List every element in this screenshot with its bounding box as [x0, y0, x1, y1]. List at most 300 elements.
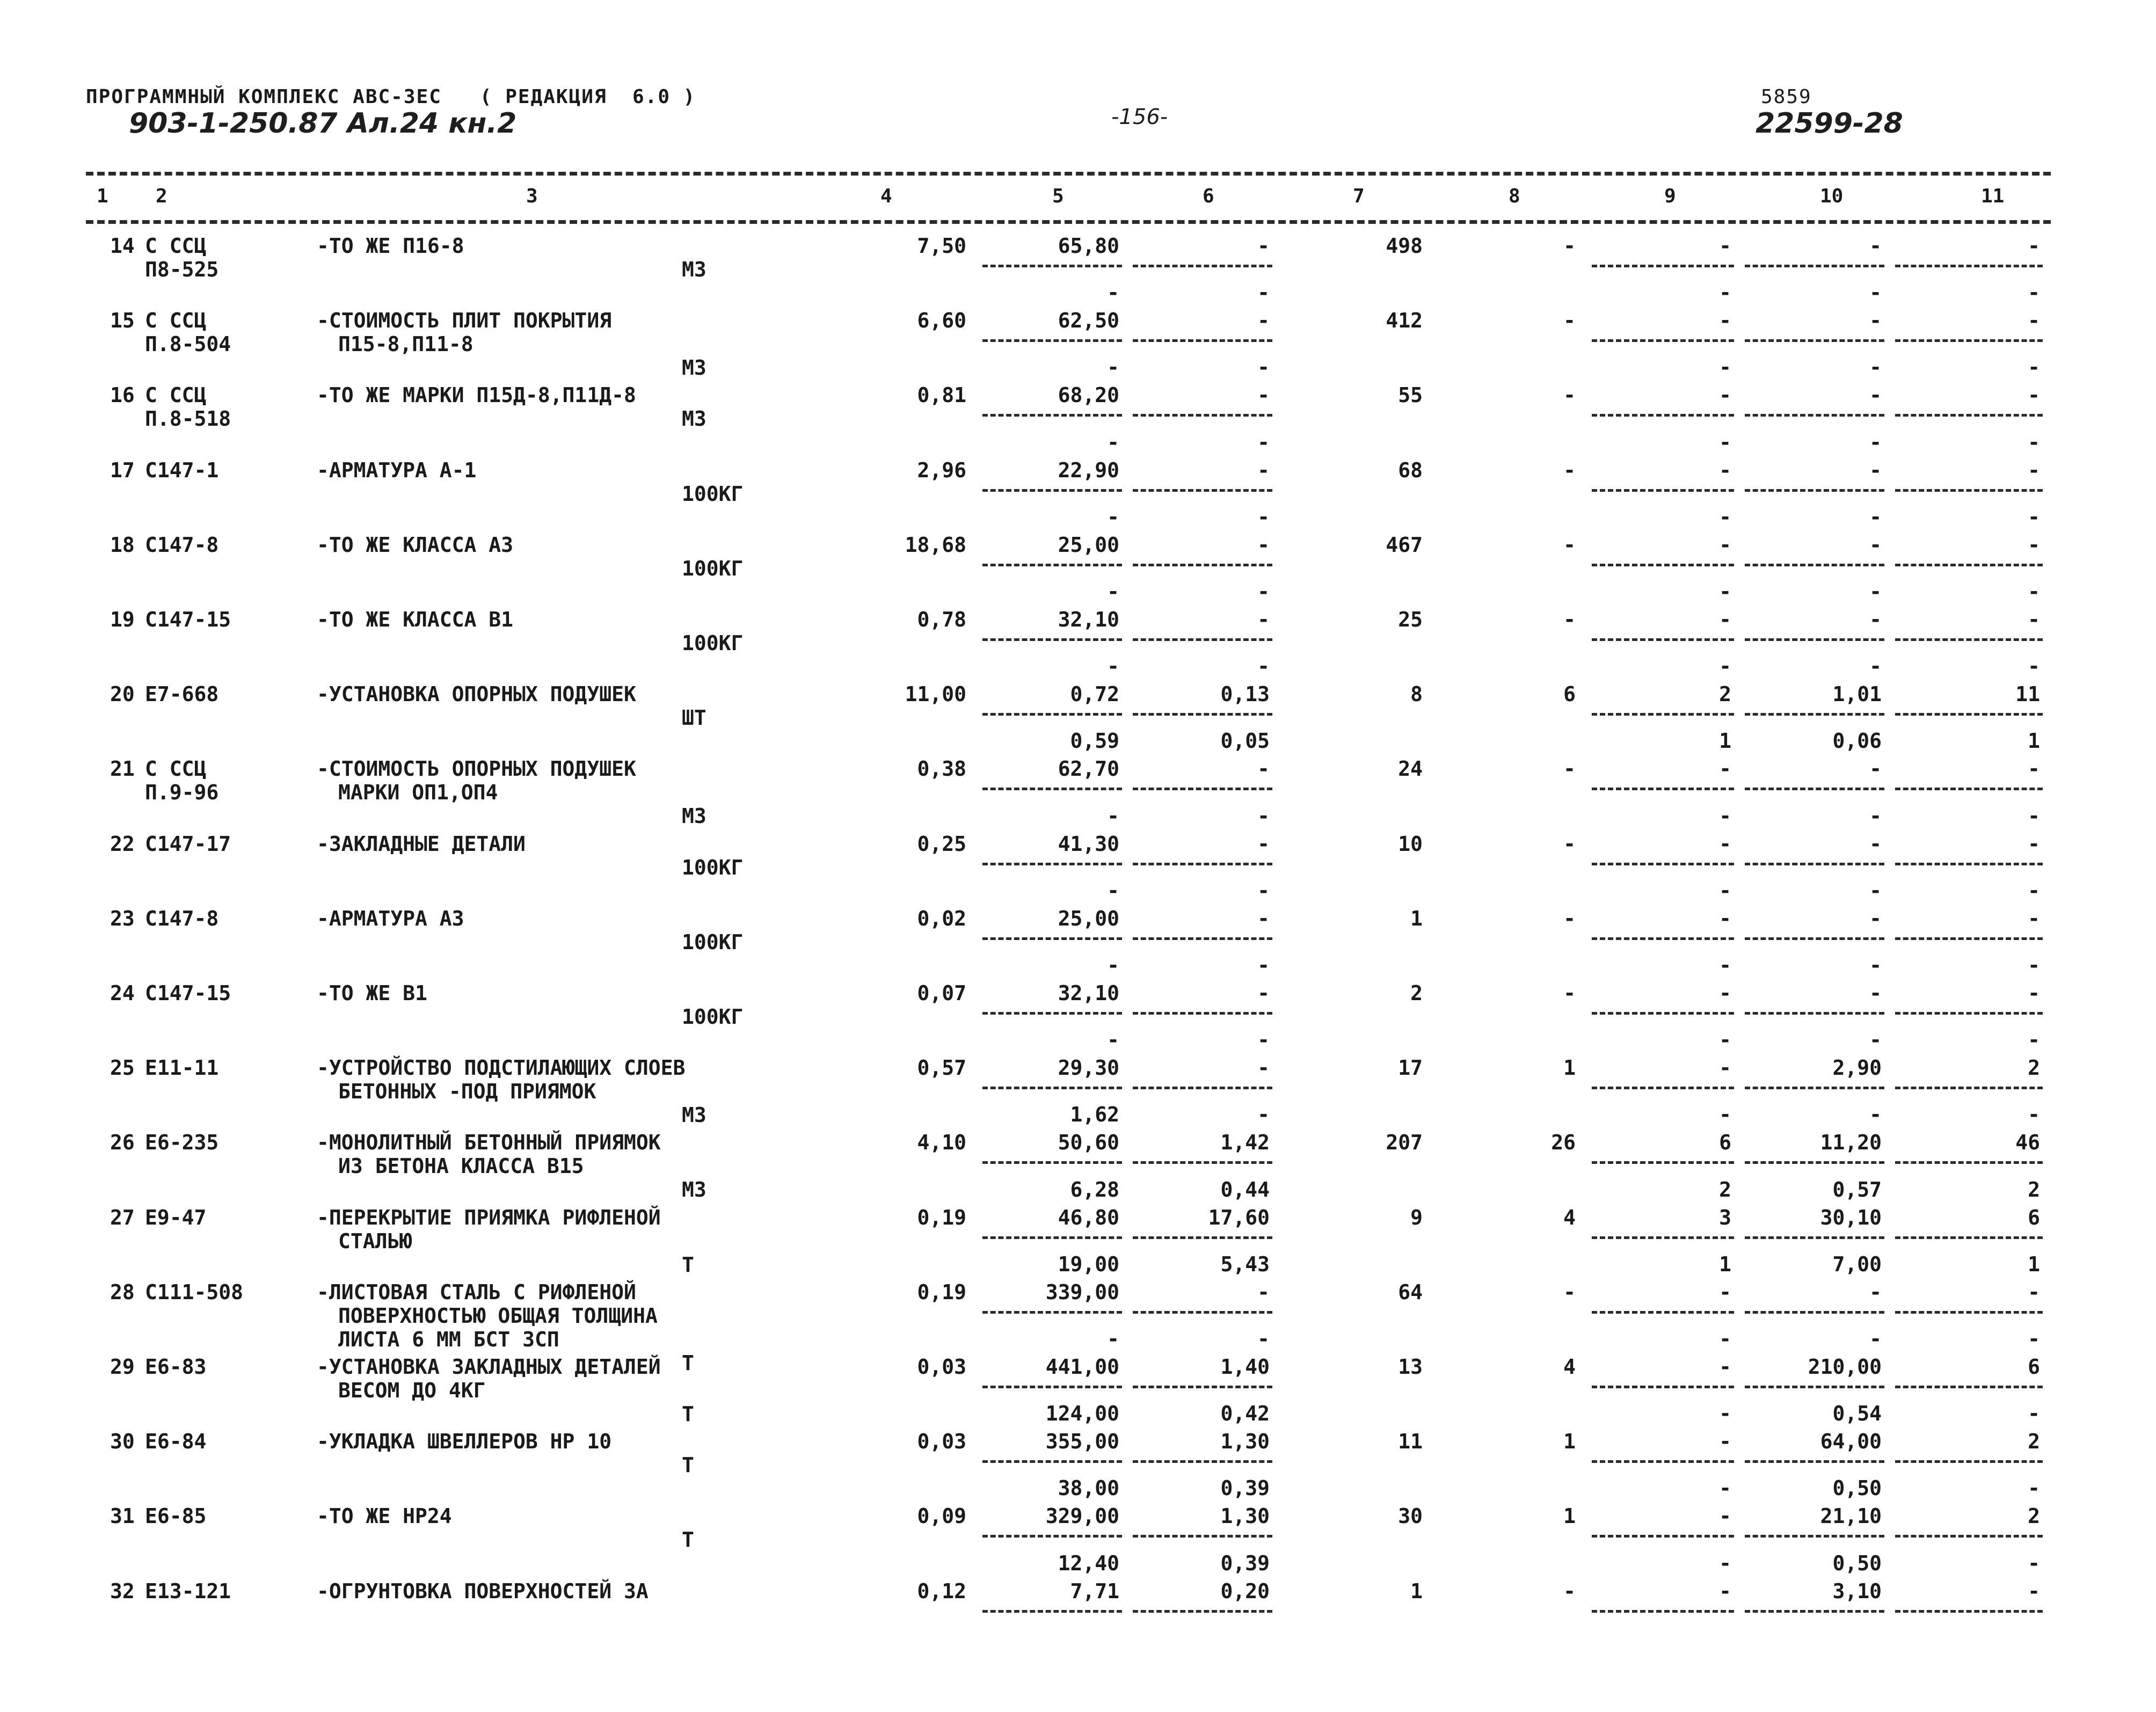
- cell-separator: [1745, 1236, 1884, 1239]
- cell-separator: [982, 1161, 1122, 1164]
- work-description: -ОГРУНТОВКА ПОВЕРХНОСТЕЙ ЗА: [317, 1579, 649, 1603]
- table-row: [0, 431, 2156, 533]
- unit-price: 50,60: [1058, 1131, 1119, 1154]
- col10-value: 21,10: [1820, 1504, 1882, 1528]
- cell-separator: [1745, 1161, 1884, 1164]
- secondary-price: 124,00: [1045, 1402, 1119, 1425]
- secondary-price: 6,28: [1070, 1178, 1119, 1201]
- cell-separator: [1133, 1161, 1272, 1164]
- secondary-col11: -: [2028, 1402, 2040, 1425]
- secondary-value: 5,43: [1220, 1252, 1270, 1276]
- rate-code: С147-1: [145, 458, 219, 482]
- total-cost: 8: [1410, 682, 1423, 706]
- cell-separator: [982, 788, 1122, 790]
- col11-value: -: [2028, 1280, 2040, 1304]
- secondary-col11: -: [2028, 1551, 2040, 1575]
- col9-value: -: [1719, 383, 1731, 407]
- cell-separator: [982, 1610, 1122, 1613]
- col11-value: -: [2028, 907, 2040, 930]
- secondary-col9: -: [1719, 1103, 1731, 1126]
- work-description: -СТОИМОСТЬ ПЛИТ ПОКРЫТИЯ: [317, 309, 612, 332]
- col10-value: 210,00: [1808, 1355, 1882, 1379]
- quantity: 0,57: [917, 1056, 966, 1080]
- cell-separator: [1133, 1012, 1272, 1015]
- wage-value: 17,60: [1208, 1206, 1270, 1229]
- header-rule-bottom: [86, 220, 2051, 224]
- cell-separator: [982, 339, 1122, 342]
- secondary-col11: -: [2028, 953, 2040, 977]
- quantity: 0,78: [917, 608, 966, 631]
- cell-separator: [982, 1012, 1122, 1015]
- col11-value: -: [2028, 533, 2040, 557]
- total-cost: 1: [1410, 907, 1423, 930]
- secondary-col9: -: [1719, 879, 1731, 902]
- col11-value: 6: [2028, 1206, 2040, 1229]
- secondary-col10: 0,50: [1832, 1551, 1882, 1575]
- rate-code: С ССЦ: [145, 309, 207, 332]
- secondary-price: 1,62: [1070, 1103, 1119, 1126]
- rate-code: С111-508: [145, 1280, 244, 1304]
- cell-separator: [1592, 1087, 1734, 1089]
- col9-value: 2: [1719, 682, 1731, 706]
- quantity: 11,00: [905, 682, 966, 706]
- cell-separator: [1895, 1161, 2043, 1164]
- row-number: 28: [110, 1280, 135, 1304]
- col8-value: -: [1563, 981, 1576, 1005]
- work-description: -УСТАНОВКА ОПОРНЫХ ПОДУШЕК: [317, 682, 636, 706]
- col8-value: 6: [1563, 682, 1576, 706]
- col9-value: -: [1719, 907, 1731, 930]
- col11-value: 2: [2028, 1056, 2040, 1080]
- col8-value: 1: [1563, 1504, 1576, 1528]
- secondary-price: -: [1107, 879, 1119, 902]
- secondary-col9: -: [1719, 654, 1731, 678]
- cell-separator: [982, 1386, 1122, 1388]
- secondary-value: -: [1257, 281, 1270, 304]
- work-description-line2: ИЗ БЕТОНА КЛАССА В15: [338, 1154, 584, 1178]
- cell-separator: [1133, 713, 1272, 716]
- cell-separator: [1133, 1535, 1272, 1538]
- col9-value: -: [1719, 458, 1731, 482]
- col8-value: -: [1563, 1579, 1576, 1603]
- rate-code: С147-15: [145, 608, 231, 631]
- cell-separator: [1592, 489, 1734, 492]
- unit: 100КГ: [682, 856, 744, 879]
- rate-code: С147-17: [145, 832, 231, 856]
- unit: Т: [682, 1402, 694, 1426]
- secondary-col9: -: [1719, 505, 1731, 529]
- cell-separator: [1133, 788, 1272, 790]
- cell-separator: [1745, 489, 1884, 492]
- secondary-col10: 0,57: [1832, 1178, 1882, 1201]
- secondary-price: -: [1107, 1327, 1119, 1351]
- cell-separator: [1745, 414, 1884, 417]
- unit: 100КГ: [682, 1005, 744, 1029]
- cell-separator: [1895, 1386, 2043, 1388]
- unit-price: 0,72: [1070, 682, 1119, 706]
- secondary-col11: 1: [2028, 729, 2040, 753]
- secondary-col11: -: [2028, 281, 2040, 304]
- cell-separator: [1133, 863, 1272, 865]
- cell-separator: [982, 863, 1122, 865]
- table-row: [0, 1551, 2156, 1653]
- secondary-value: -: [1257, 431, 1270, 454]
- secondary-col10: -: [1869, 1028, 1882, 1052]
- cell-separator: [1592, 414, 1734, 417]
- unit: 100КГ: [682, 930, 744, 954]
- wage-value: 1,42: [1220, 1131, 1270, 1154]
- total-cost: 2: [1410, 981, 1423, 1005]
- unit: М3: [682, 804, 706, 828]
- secondary-price: -: [1107, 505, 1119, 529]
- col11-value: 2: [2028, 1504, 2040, 1528]
- secondary-price: -: [1107, 953, 1119, 977]
- rate-code: С147-15: [145, 981, 231, 1005]
- quantity: 0,03: [917, 1430, 966, 1453]
- cell-separator: [1745, 713, 1884, 716]
- cell-separator: [1133, 564, 1272, 566]
- cell-separator: [1745, 638, 1884, 641]
- rate-code: Е6-235: [145, 1131, 219, 1154]
- unit-price: 68,20: [1058, 383, 1119, 407]
- rate-code: С ССЦ: [145, 234, 207, 258]
- work-description: -ПЕРЕКРЫТИЕ ПРИЯМКА РИФЛЕНОЙ: [317, 1206, 661, 1229]
- secondary-col11: -: [2028, 879, 2040, 902]
- secondary-col9: 1: [1719, 729, 1731, 753]
- col10-value: 64,00: [1820, 1430, 1882, 1453]
- table-row: [0, 355, 2156, 457]
- secondary-col10: -: [1869, 505, 1882, 529]
- work-description: -ТО ЖЕ КЛАССА В1: [317, 608, 514, 631]
- secondary-value: 0,44: [1220, 1178, 1270, 1201]
- col9-value: -: [1719, 832, 1731, 856]
- secondary-col9: -: [1719, 355, 1731, 379]
- row-number: 14: [110, 234, 135, 258]
- col10-value: -: [1869, 981, 1882, 1005]
- unit-price: 441,00: [1045, 1355, 1119, 1379]
- column-number: 9: [1664, 185, 1676, 207]
- secondary-col9: -: [1719, 281, 1731, 304]
- rate-code: Е6-83: [145, 1355, 207, 1379]
- col8-value: 1: [1563, 1430, 1576, 1453]
- secondary-col11: -: [2028, 804, 2040, 828]
- secondary-value: -: [1257, 953, 1270, 977]
- total-cost: 498: [1386, 234, 1423, 258]
- cell-separator: [1592, 1460, 1734, 1463]
- cell-separator: [1592, 339, 1734, 342]
- secondary-col10: -: [1869, 1327, 1882, 1351]
- unit-price: 329,00: [1045, 1504, 1119, 1528]
- cell-separator: [1592, 1386, 1734, 1388]
- col10-value: -: [1869, 608, 1882, 631]
- cell-separator: [1895, 414, 2043, 417]
- cell-separator: [1895, 1087, 2043, 1089]
- secondary-col10: 7,00: [1832, 1252, 1882, 1276]
- cell-separator: [1133, 265, 1272, 267]
- wage-value: -: [1257, 458, 1270, 482]
- wage-value: 1,30: [1220, 1504, 1270, 1528]
- row-number: 18: [110, 533, 135, 557]
- col9-value: -: [1719, 533, 1731, 557]
- rate-code-line2: П8-525: [145, 258, 219, 281]
- unit: ШТ: [682, 706, 706, 730]
- quantity: 0,38: [917, 757, 966, 781]
- col11-value: 2: [2028, 1430, 2040, 1453]
- table-row: [0, 729, 2156, 831]
- column-number: 11: [1981, 185, 2005, 207]
- rate-code-line2: П.8-518: [145, 407, 231, 431]
- total-cost: 68: [1398, 458, 1423, 482]
- secondary-col11: -: [2028, 1028, 2040, 1052]
- cell-separator: [1592, 1012, 1734, 1015]
- col10-value: 30,10: [1820, 1206, 1882, 1229]
- col10-value: -: [1869, 757, 1882, 781]
- cell-separator: [982, 1087, 1122, 1089]
- work-description: -МОНОЛИТНЫЙ БЕТОННЫЙ ПРИЯМОК: [317, 1131, 661, 1154]
- secondary-col10: -: [1869, 654, 1882, 678]
- cell-separator: [982, 638, 1122, 641]
- secondary-col9: -: [1719, 431, 1731, 454]
- row-number: 30: [110, 1430, 135, 1453]
- secondary-value: 0,39: [1220, 1476, 1270, 1500]
- cell-separator: [982, 1535, 1122, 1538]
- cell-separator: [1133, 1460, 1272, 1463]
- col11-value: -: [2028, 234, 2040, 258]
- work-description: -ТО ЖЕ НР24: [317, 1504, 452, 1528]
- cell-separator: [982, 937, 1122, 940]
- secondary-col11: -: [2028, 355, 2040, 379]
- total-cost: 25: [1398, 608, 1423, 631]
- col11-value: -: [2028, 1579, 2040, 1603]
- rate-code-line2: П.8-504: [145, 332, 231, 356]
- quantity: 6,60: [917, 309, 966, 332]
- secondary-price: -: [1107, 431, 1119, 454]
- cell-separator: [1745, 1535, 1884, 1538]
- secondary-value: -: [1257, 1103, 1270, 1126]
- wage-value: 0,20: [1220, 1579, 1270, 1603]
- cell-separator: [1745, 564, 1884, 566]
- wage-value: -: [1257, 907, 1270, 930]
- table-row: [0, 505, 2156, 607]
- row-number: 20: [110, 682, 135, 706]
- secondary-col11: -: [2028, 505, 2040, 529]
- col9-value: 6: [1719, 1131, 1731, 1154]
- quantity: 4,10: [917, 1131, 966, 1154]
- quantity: 7,50: [917, 234, 966, 258]
- cell-separator: [1745, 937, 1884, 940]
- cell-separator: [1592, 1535, 1734, 1538]
- table-row: [0, 879, 2156, 981]
- secondary-value: -: [1257, 1028, 1270, 1052]
- secondary-price: -: [1107, 654, 1119, 678]
- secondary-col9: 2: [1719, 1178, 1731, 1201]
- unit-price: 62,70: [1058, 757, 1119, 781]
- column-number: 3: [526, 185, 538, 207]
- cell-separator: [1133, 414, 1272, 417]
- col10-value: 11,20: [1820, 1131, 1882, 1154]
- work-description-line2: МАРКИ ОП1,ОП4: [338, 781, 498, 804]
- col8-value: -: [1563, 757, 1576, 781]
- row-number: 24: [110, 981, 135, 1005]
- unit-price: 25,00: [1058, 533, 1119, 557]
- total-cost: 467: [1386, 533, 1423, 557]
- quantity: 2,96: [917, 458, 966, 482]
- col11-value: -: [2028, 309, 2040, 332]
- column-number: 1: [97, 185, 108, 207]
- work-description: -ТО ЖЕ МАРКИ П15Д-8,П11Д-8: [317, 383, 636, 407]
- unit: М3: [682, 1178, 706, 1201]
- cell-separator: [982, 564, 1122, 566]
- header-rule-top: [86, 172, 2051, 176]
- secondary-col11: 1: [2028, 1252, 2040, 1276]
- col10-value: -: [1869, 907, 1882, 930]
- secondary-col11: -: [2028, 1476, 2040, 1500]
- secondary-col10: -: [1869, 281, 1882, 304]
- work-description: -УСТАНОВКА ЗАКЛАДНЫХ ДЕТАЛЕЙ: [317, 1355, 661, 1379]
- col8-value: -: [1563, 383, 1576, 407]
- cell-separator: [1895, 1460, 2043, 1463]
- rate-code: Е11-11: [145, 1056, 219, 1080]
- unit: М3: [682, 258, 706, 281]
- cell-separator: [1895, 1012, 2043, 1015]
- unit: М3: [682, 407, 706, 431]
- col8-value: -: [1563, 234, 1576, 258]
- unit: Т: [682, 1253, 694, 1277]
- secondary-value: -: [1257, 1327, 1270, 1351]
- col10-value: 2,90: [1832, 1056, 1882, 1080]
- unit-price: 339,00: [1045, 1280, 1119, 1304]
- work-description: -УСТРОЙСТВО ПОДСТИЛАЮЩИХ СЛОЕВ: [317, 1056, 686, 1080]
- cell-separator: [982, 265, 1122, 267]
- cell-separator: [1895, 564, 2043, 566]
- cell-separator: [1895, 713, 2043, 716]
- column-number: 6: [1203, 185, 1214, 207]
- wage-value: -: [1257, 533, 1270, 557]
- quantity: 0,09: [917, 1504, 966, 1528]
- secondary-value: -: [1257, 355, 1270, 379]
- quantity: 0,02: [917, 907, 966, 930]
- rate-code: С147-8: [145, 533, 219, 557]
- table-row: [0, 234, 2156, 308]
- cell-separator: [1745, 788, 1884, 790]
- secondary-col11: 2: [2028, 1178, 2040, 1201]
- cell-separator: [982, 414, 1122, 417]
- secondary-col11: -: [2028, 654, 2040, 678]
- cell-separator: [1745, 1087, 1884, 1089]
- total-cost: 24: [1398, 757, 1423, 781]
- row-number: 22: [110, 832, 135, 856]
- work-description: -ЗАКЛАДНЫЕ ДЕТАЛИ: [317, 832, 526, 856]
- col11-value: -: [2028, 458, 2040, 482]
- secondary-col9: -: [1719, 1028, 1731, 1052]
- cell-separator: [1133, 638, 1272, 641]
- secondary-price: 12,40: [1058, 1551, 1119, 1575]
- col9-value: -: [1719, 1504, 1731, 1528]
- rate-code: Е13-121: [145, 1579, 231, 1603]
- document-reference: 903-1-250.87 Ал.24 кн.2: [129, 107, 517, 140]
- col11-value: -: [2028, 832, 2040, 856]
- secondary-col10: 0,54: [1832, 1402, 1882, 1425]
- cell-separator: [1745, 1012, 1884, 1015]
- work-description: -ЛИСТОВАЯ СТАЛЬ С РИФЛЕНОЙ: [317, 1280, 636, 1304]
- cell-separator: [1133, 1610, 1272, 1613]
- row-number: 15: [110, 309, 135, 332]
- secondary-col10: -: [1869, 355, 1882, 379]
- secondary-value: -: [1257, 654, 1270, 678]
- rate-code: Е6-85: [145, 1504, 207, 1528]
- secondary-col9: -: [1719, 1551, 1731, 1575]
- secondary-col10: -: [1869, 431, 1882, 454]
- column-number: 5: [1052, 185, 1064, 207]
- cell-separator: [1895, 1610, 2043, 1613]
- cell-separator: [1592, 937, 1734, 940]
- col10-value: -: [1869, 309, 1882, 332]
- col8-value: -: [1563, 533, 1576, 557]
- col11-value: -: [2028, 981, 2040, 1005]
- wage-value: -: [1257, 832, 1270, 856]
- archive-code-bottom: 22599-28: [1756, 107, 1903, 140]
- cell-separator: [982, 713, 1122, 716]
- quantity: 0,25: [917, 832, 966, 856]
- work-description: -ТО ЖЕ В1: [317, 981, 427, 1005]
- total-cost: 1: [1410, 1579, 1423, 1603]
- unit: Т: [682, 1351, 694, 1375]
- work-description-line2: П15-8,П11-8: [338, 332, 474, 356]
- total-cost: 207: [1386, 1131, 1423, 1154]
- secondary-value: 0,05: [1220, 729, 1270, 753]
- unit-price: 22,90: [1058, 458, 1119, 482]
- col10-value: 1,01: [1832, 682, 1882, 706]
- col9-value: -: [1719, 1280, 1731, 1304]
- col9-value: -: [1719, 1430, 1731, 1453]
- rate-code: С ССЦ: [145, 383, 207, 407]
- work-description: -АРМАТУРА А-1: [317, 458, 477, 482]
- total-cost: 30: [1398, 1504, 1423, 1528]
- cell-separator: [1745, 1311, 1884, 1314]
- row-number: 19: [110, 608, 135, 631]
- work-description-line3: ЛИСТА 6 ММ БСТ 3СП: [338, 1328, 559, 1351]
- unit: Т: [682, 1528, 694, 1551]
- secondary-col10: 0,50: [1832, 1476, 1882, 1500]
- cell-separator: [982, 1236, 1122, 1239]
- cell-separator: [1133, 339, 1272, 342]
- rate-code: Е9-47: [145, 1206, 207, 1229]
- secondary-col11: -: [2028, 580, 2040, 603]
- table-row: [0, 953, 2156, 1055]
- row-number: 27: [110, 1206, 135, 1229]
- secondary-price: -: [1107, 281, 1119, 304]
- column-number: 4: [880, 185, 892, 207]
- cell-separator: [1592, 788, 1734, 790]
- work-description: -ТО ЖЕ КЛАССА А3: [317, 533, 514, 557]
- total-cost: 11: [1398, 1430, 1423, 1453]
- quantity: 0,12: [917, 1579, 966, 1603]
- work-description: -СТОИМОСТЬ ОПОРНЫХ ПОДУШЕК: [317, 757, 636, 781]
- secondary-col10: -: [1869, 879, 1882, 902]
- row-number: 25: [110, 1056, 135, 1080]
- col11-value: -: [2028, 383, 2040, 407]
- secondary-value: -: [1257, 505, 1270, 529]
- cell-separator: [1895, 1535, 2043, 1538]
- column-number: 2: [156, 185, 167, 207]
- cell-separator: [1133, 937, 1272, 940]
- cell-separator: [1745, 265, 1884, 267]
- cell-separator: [1895, 489, 2043, 492]
- total-cost: 10: [1398, 832, 1423, 856]
- cell-separator: [1592, 863, 1734, 865]
- work-description-line2: ПОВЕРХНОСТЬЮ ОБЩАЯ ТОЛЩИНА: [338, 1304, 658, 1328]
- quantity: 0,19: [917, 1280, 966, 1304]
